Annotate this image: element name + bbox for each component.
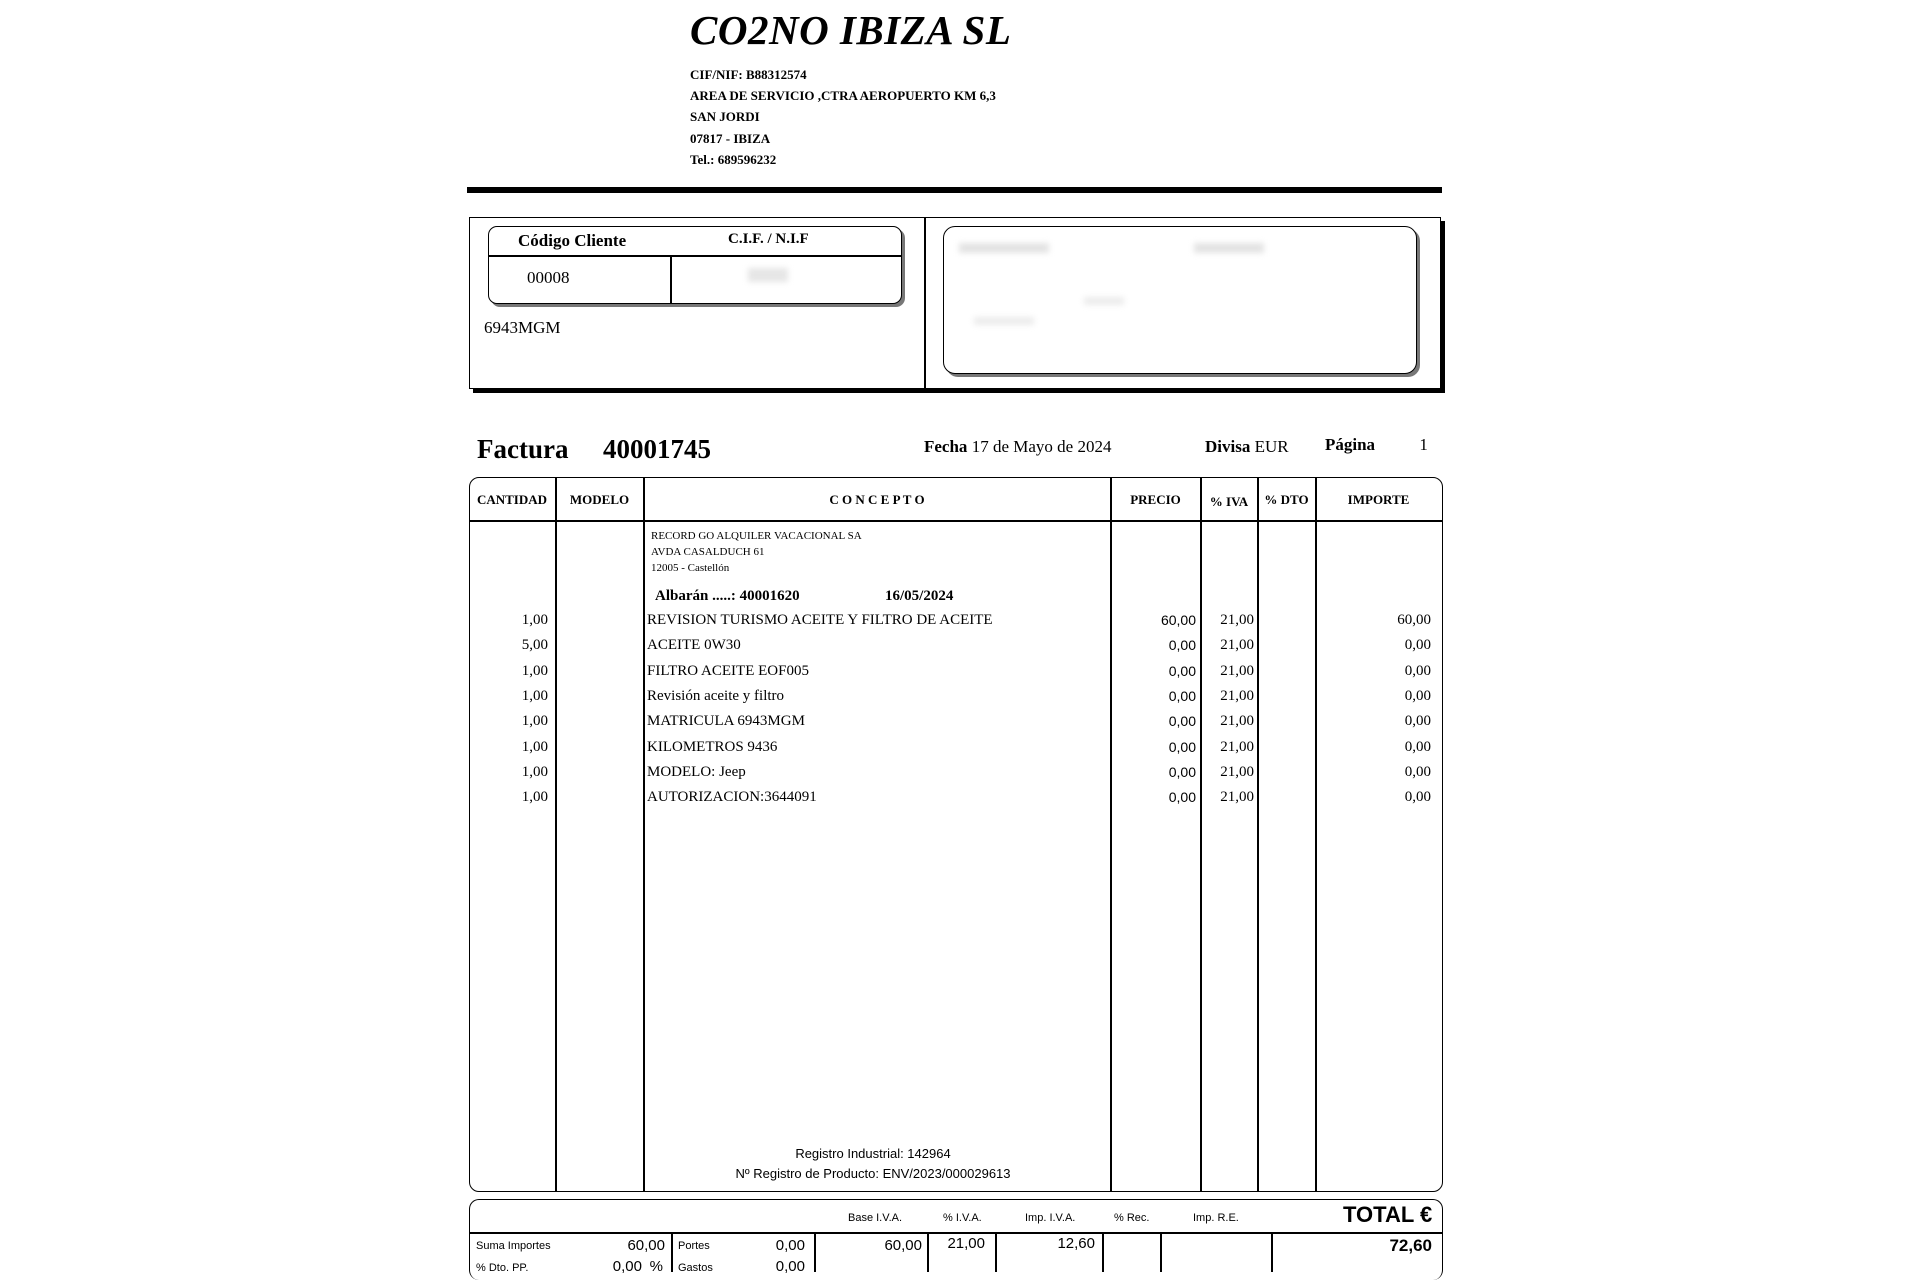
row-precio: 0,00 xyxy=(1168,739,1196,755)
row-precio: 60,00 xyxy=(1160,612,1196,628)
portes-value: 0,00 xyxy=(775,1237,805,1254)
pct-iva-label: % I.V.A. xyxy=(943,1212,982,1224)
row-concepto: MODELO: Jeep xyxy=(647,764,746,780)
registro-industrial: Registro Industrial: 142964 xyxy=(795,1146,951,1161)
row-cantidad: 1,00 xyxy=(521,739,548,755)
row-precio: 0,00 xyxy=(1168,789,1196,805)
row-importe: 0,00 xyxy=(1404,789,1431,805)
totals-column-divider xyxy=(995,1232,997,1272)
company-phone: Tel.: 689596232 xyxy=(690,152,777,167)
row-precio: 0,00 xyxy=(1168,764,1196,780)
row-cantidad: 5,00 xyxy=(521,637,548,653)
company-address-line-2: SAN JORDI xyxy=(690,109,760,124)
client-code-label: Código Cliente xyxy=(518,231,627,250)
portes-label: Portes xyxy=(678,1240,710,1252)
gastos-label: Gastos xyxy=(678,1262,713,1274)
row-importe: 0,00 xyxy=(1404,688,1431,704)
imp-iva-label: Imp. I.V.A. xyxy=(1025,1212,1076,1224)
row-cantidad: 1,00 xyxy=(521,713,548,729)
column-header-modelo: MODELO xyxy=(569,492,630,507)
row-concepto: FILTRO ACEITE EOF005 xyxy=(647,663,809,679)
column-divider xyxy=(555,477,557,1191)
invoice-date-label: Fecha xyxy=(924,437,968,456)
totals-column-divider xyxy=(671,1232,673,1272)
totals-column-divider xyxy=(927,1232,929,1272)
company-cif: CIF/NIF: B88312574 xyxy=(690,67,807,82)
invoice-label: Factura xyxy=(477,434,569,464)
pct-rec-label: % Rec. xyxy=(1114,1212,1150,1224)
items-table-header-divider xyxy=(469,520,1443,522)
redacted-text xyxy=(1084,297,1124,305)
row-iva: 21,00 xyxy=(1220,764,1254,780)
row-precio: 0,00 xyxy=(1168,663,1196,679)
column-header-importe: IMPORTE xyxy=(1347,492,1410,507)
client-code-box-column-divider xyxy=(670,255,672,303)
row-iva: 21,00 xyxy=(1220,713,1254,729)
totals-column-divider xyxy=(814,1232,816,1272)
row-cantidad: 1,00 xyxy=(521,612,548,628)
imp-iva-value: 12,60 xyxy=(1057,1235,1095,1252)
total-label: TOTAL € xyxy=(1343,1202,1433,1227)
client-nif-label: C.I.F. / N.I.F xyxy=(728,231,809,247)
column-divider xyxy=(643,477,645,1191)
pct-iva-value: 21,00 xyxy=(947,1235,985,1252)
row-importe: 0,00 xyxy=(1404,637,1431,653)
row-cantidad: 1,00 xyxy=(521,688,548,704)
row-iva: 21,00 xyxy=(1220,663,1254,679)
company-address-line-3: 07817 - IBIZA xyxy=(690,131,771,146)
column-divider xyxy=(1200,477,1202,1191)
column-header-dto: % DTO xyxy=(1264,492,1309,507)
totals-column-divider xyxy=(1271,1232,1273,1272)
customer-city: 12005 - Castellón xyxy=(651,562,730,574)
row-iva: 21,00 xyxy=(1220,739,1254,755)
redacted-text xyxy=(974,317,1034,325)
base-iva-label: Base I.V.A. xyxy=(848,1212,903,1224)
row-iva: 21,00 xyxy=(1220,637,1254,653)
row-concepto: REVISION TURISMO ACEITE Y FILTRO DE ACEITE xyxy=(647,612,993,628)
suma-importes-label: Suma Importes xyxy=(476,1240,551,1252)
row-cantidad: 1,00 xyxy=(521,663,548,679)
invoice-date xyxy=(924,437,1111,457)
recipient-box-redacted xyxy=(943,226,1417,374)
invoice-currency-value: EUR xyxy=(1254,437,1289,456)
row-importe: 0,00 xyxy=(1404,739,1431,755)
row-concepto: KILOMETROS 9436 xyxy=(647,739,778,755)
column-header-cantidad: CANTIDAD xyxy=(476,492,548,507)
redacted-text xyxy=(959,243,1049,253)
column-header-concepto: C O N C E P T O xyxy=(829,492,925,507)
dto-pp-unit: % xyxy=(649,1258,663,1275)
albaran-label: Albarán .....: 40001620 xyxy=(655,588,800,604)
row-precio: 0,00 xyxy=(1168,637,1196,653)
row-importe: 0,00 xyxy=(1404,663,1431,679)
row-iva: 21,00 xyxy=(1220,688,1254,704)
column-divider xyxy=(1315,477,1317,1191)
row-concepto: ACEITE 0W30 xyxy=(647,637,741,653)
company-address-line-1: AREA DE SERVICIO ,CTRA AEROPUERTO KM 6,3 xyxy=(690,88,996,103)
row-precio: 0,00 xyxy=(1168,688,1196,704)
row-iva: 21,00 xyxy=(1220,612,1254,628)
redacted-text xyxy=(1194,243,1264,253)
column-divider xyxy=(1110,477,1112,1191)
row-concepto: AUTORIZACION:3644091 xyxy=(647,789,817,805)
column-header-iva: % IVA xyxy=(1209,494,1249,509)
header-divider xyxy=(467,187,1442,193)
client-nif-value-redacted xyxy=(748,268,788,282)
suma-importes-value: 60,00 xyxy=(627,1237,665,1254)
column-divider xyxy=(1257,477,1259,1191)
client-code-value: 00008 xyxy=(527,268,570,287)
row-cantidad: 1,00 xyxy=(521,789,548,805)
client-plate: 6943MGM xyxy=(484,318,561,337)
customer-address: AVDA CASALDUCH 61 xyxy=(651,546,765,558)
dto-pp-value: 0,00 xyxy=(612,1258,642,1275)
dto-pp-label: % Dto. PP. xyxy=(476,1262,529,1274)
albaran-date: 16/05/2024 xyxy=(885,588,954,604)
row-importe: 0,00 xyxy=(1404,713,1431,729)
invoice-currency-label: Divisa xyxy=(1205,437,1251,456)
client-section-divider xyxy=(924,217,926,389)
invoice-page-label: Página xyxy=(1325,435,1376,454)
invoice-number: 40001745 xyxy=(603,434,711,464)
items-table xyxy=(469,477,1443,1192)
registro-producto: Nº Registro de Producto: ENV/2023/000029613 xyxy=(735,1166,1011,1181)
invoice-currency xyxy=(1205,437,1289,457)
totals-header-divider xyxy=(469,1232,1443,1234)
gastos-value: 0,00 xyxy=(775,1258,805,1275)
totals-column-divider xyxy=(1160,1232,1162,1272)
total-value: 72,60 xyxy=(1389,1236,1432,1255)
invoice-page-value: 1 xyxy=(1419,435,1428,454)
row-precio: 0,00 xyxy=(1168,713,1196,729)
column-header-precio: PRECIO xyxy=(1130,492,1181,507)
customer-name: RECORD GO ALQUILER VACACIONAL SA xyxy=(651,530,862,542)
totals-column-divider xyxy=(1102,1232,1104,1272)
row-cantidad: 1,00 xyxy=(521,764,548,780)
row-iva: 21,00 xyxy=(1220,789,1254,805)
base-iva-value: 60,00 xyxy=(884,1237,922,1254)
row-importe: 60,00 xyxy=(1397,612,1431,628)
row-importe: 0,00 xyxy=(1404,764,1431,780)
row-concepto: Revisión aceite y filtro xyxy=(647,688,785,704)
row-concepto: MATRICULA 6943MGM xyxy=(647,713,805,729)
company-name: CO2NO IBIZA SL xyxy=(690,7,1012,53)
imp-re-label: Imp. R.E. xyxy=(1193,1212,1239,1224)
client-code-box-divider xyxy=(488,255,902,257)
invoice-date-value: 17 de Mayo de 2024 xyxy=(971,437,1112,456)
invoice-page xyxy=(1325,435,1428,455)
